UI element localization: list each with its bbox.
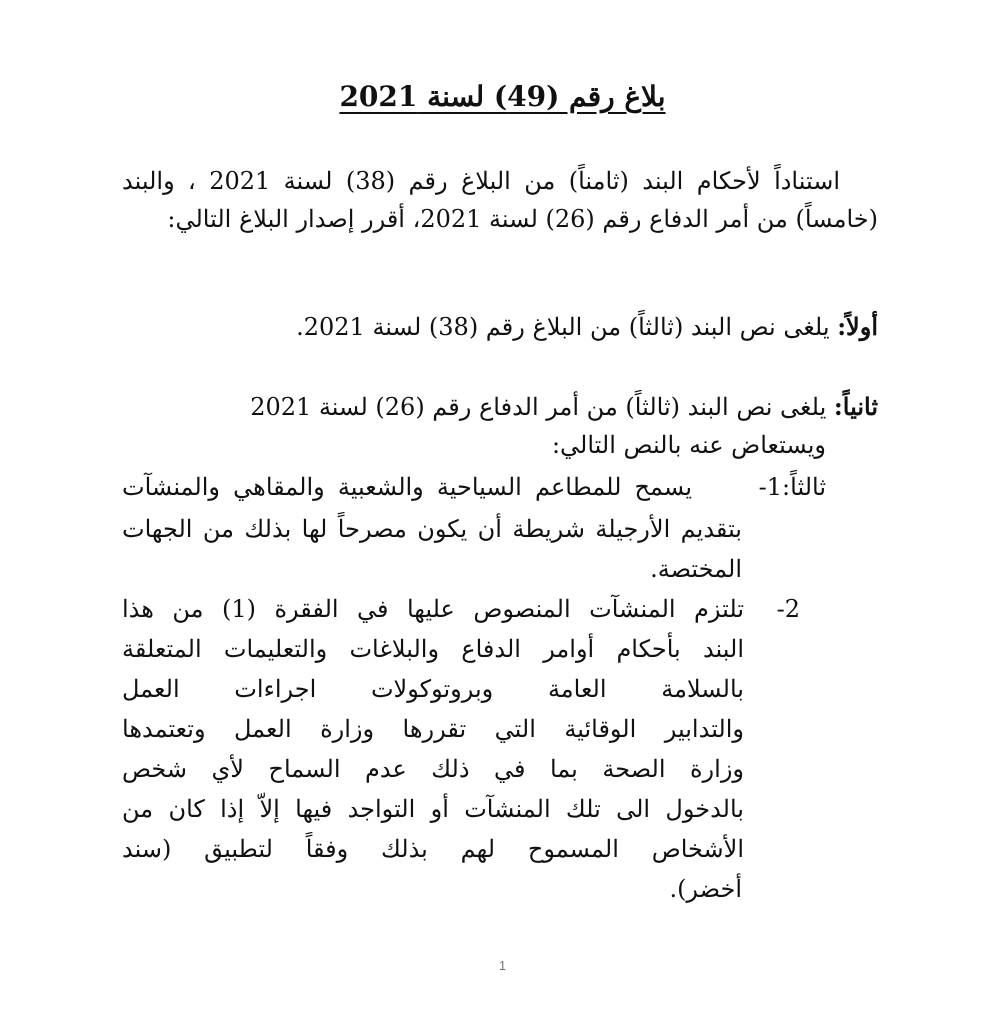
item-1-line-2: بتقديم الأرجيلة شريطة أن يكون مصرحاً لها بذلك من الجهات (122, 515, 742, 543)
item-2-line-7: الأشخاص المسموح لهم بذلك وفقاً لتطبيق (سند (122, 835, 744, 863)
item-1-line-1: يسمح للمطاعم السياحية والشعبية والمقاهي والمنشآت (122, 473, 692, 501)
title-text: بلاغ رقم (49) لسنة 2021 (339, 80, 666, 113)
item-2-line-3: بالسلامة العامة وبروتوكولات اجراءات العمل (122, 675, 744, 703)
item-2-line-1: تلتزم المنشآت المنصوص عليها في الفقرة (1) من هذا (122, 595, 744, 623)
page-number: 1 (498, 958, 507, 973)
item-1-line-3: المختصة. (650, 555, 742, 583)
document-title (0, 80, 1005, 113)
item-1-number: ثالثاً:1- (758, 473, 826, 501)
clause-first-text: يلغى نص البند (ثالثاً) من البلاغ رقم (38) لسنة 2021. (296, 313, 830, 341)
intro-line-1: استناداً لأحكام البند (ثامناً) من البلاغ رقم (38) لسنة 2021 ، والبند (122, 167, 840, 195)
item-2-number: 2- (776, 595, 800, 623)
item-2-line-2: البند بأحكام أوامر الدفاع والبلاغات والتعليمات المتعلقة (122, 635, 744, 663)
item-2-line-4: والتدابير الوقائية التي تقررها وزارة العمل وتعتمدها (122, 715, 744, 743)
intro-line-2: (خامساً) من أمر الدفاع رقم (26) لسنة 2021، أقرر إصدار البلاغ التالي: (167, 205, 878, 233)
clause-first-label: أولاً: (837, 312, 878, 341)
clause-second-line-2: ويستعاض عنه بالنص التالي: (551, 431, 826, 459)
clause-second-label: ثانياً: (833, 392, 878, 421)
item-2-line-6: بالدخول الى تلك المنشآت أو التواجد فيها إلاّ إذا كان من (122, 795, 744, 823)
clause-second-line-1 (122, 390, 878, 424)
item-2-line-5: وزارة الصحة بما في ذلك عدم السماح لأي شخص (122, 755, 744, 783)
item-2-line-8: أخضر). (669, 875, 742, 903)
clause-first (260, 310, 878, 344)
clause-second-text: يلغى نص البند (ثالثاً) من أمر الدفاع رقم (26) لسنة 2021 (250, 393, 827, 421)
